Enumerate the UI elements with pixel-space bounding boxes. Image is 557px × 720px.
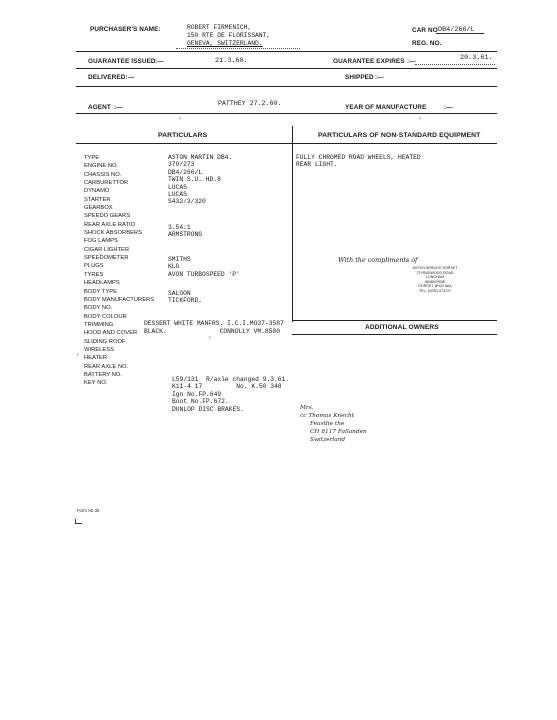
non-standard-heading: PARTICULARS OF NON-STANDARD EQUIPMENT xyxy=(318,132,481,139)
label-rear-axle-no: REAR AXLE NO. xyxy=(84,363,129,370)
label-heater: HEATER xyxy=(84,355,108,362)
guarantee-expires-label: GUARANTEE EXPIRES xyxy=(333,58,405,65)
label-body-colour: BODY COLOUR xyxy=(84,313,127,320)
guarantee-issued-label: GUARANTEE ISSUED xyxy=(88,58,156,65)
scan-margin-mark: ' xyxy=(76,353,80,360)
label-trimming: TRIMMING xyxy=(84,321,114,328)
value-body-manufacturers: TICKFORD. xyxy=(168,297,203,305)
label-chassis-no: CHASSIS NO. xyxy=(84,171,122,178)
purchaser-dotted-line xyxy=(176,48,300,49)
label-tyres: TYRES xyxy=(84,271,104,278)
value-speedometer: SMITHS xyxy=(168,256,191,263)
particulars-notes xyxy=(172,376,289,413)
scan-mark-3: ' xyxy=(208,336,212,343)
value-gearbox: S432/3/320 xyxy=(168,198,206,206)
particulars-values-low xyxy=(168,256,240,278)
note-ignition-key: Ign No.FP.649 xyxy=(172,390,222,398)
header-rule-2 xyxy=(76,68,497,69)
car-no-value: DB4/266/L xyxy=(438,26,475,34)
value-plugs: KLG xyxy=(168,263,180,271)
label-speedo-gears: SPEEDO GEARS xyxy=(84,213,131,220)
reg-no-label: REG. NO. xyxy=(412,40,442,47)
label-hood-and-cover: HOOD AND COVER xyxy=(84,330,138,337)
owners-top-rule xyxy=(292,320,497,321)
car-no-underline xyxy=(436,33,484,34)
label-cigar-lighter: CIGAR LIGHTER xyxy=(84,246,130,253)
agent-value: PATTHEY 27.2.60. xyxy=(218,100,282,107)
value-dynamo: LUCAS xyxy=(168,183,187,191)
note-battery: K11-4 17 No. K.50 348 xyxy=(172,383,282,391)
column-divider xyxy=(292,126,293,322)
stamp-line-5: DORSET, BH22 8AA xyxy=(418,284,452,289)
purchaser-name-line-2: 150 RTE DE FLORISSANT, xyxy=(187,32,271,39)
particulars-values-top xyxy=(168,154,232,206)
label-shock-absorbers: SHOCK ABSORBERS xyxy=(84,230,142,237)
note-boot-key: Boot No.FP.672. xyxy=(172,398,229,406)
label-headlamps: HEADLAMPS xyxy=(84,280,120,287)
label-dynamo: DYNAMO xyxy=(84,188,110,195)
owner-line-1: cc Thomas Knecht xyxy=(300,413,355,419)
owner-line-2: Feastlie the xyxy=(310,421,345,427)
non-standard-line-2: REAR LIGHT. xyxy=(296,161,338,169)
owners-bottom-rule xyxy=(292,334,497,335)
label-type: TYPE xyxy=(84,155,100,161)
scan-mark-2: ' xyxy=(418,117,422,124)
purchaser-name-label: PURCHASER'S NAME: xyxy=(90,26,161,33)
label-speedometer: SPEEDOMETER xyxy=(84,255,129,262)
owner-handwritten-block xyxy=(300,412,367,444)
expires-dotted-line xyxy=(415,64,495,65)
delivered-dash: — xyxy=(128,74,135,81)
label-engine-no: ENGINE NO. xyxy=(84,163,119,170)
label-sliding-roof: SLIDING ROOF xyxy=(84,338,126,345)
label-rear-axle-ratio: REAR AXLE RATIO xyxy=(84,221,136,228)
guarantee-expires-dash: :— xyxy=(407,58,416,65)
agent-dash: :— xyxy=(114,104,123,111)
non-standard-lines xyxy=(296,154,421,169)
particulars-labels xyxy=(84,154,180,388)
label-carburettor: CARBURETTOR xyxy=(84,180,129,187)
label-body-manufacturers: BODY MANUFACTURERS xyxy=(84,296,155,303)
year-dash: :— xyxy=(444,104,453,111)
shipped-dash: :— xyxy=(375,74,384,81)
label-starter: STARTER xyxy=(84,196,111,203)
value-body-colour-line-1: DESSERT WHITE MANFRS. I.C.I.MO37-3587 xyxy=(144,320,284,327)
year-of-manufacture-label: YEAR OF MANUFACTURE xyxy=(345,104,427,111)
particulars-heading: PARTICULARS xyxy=(158,132,208,139)
compliments-slip: With the compliments of xyxy=(338,256,418,264)
particulars-values-mid xyxy=(168,224,202,239)
header-rule-1 xyxy=(76,51,497,52)
guarantee-issued-dash: :— xyxy=(155,58,164,65)
stamp-line-1: ASTON SERVICE DORSET xyxy=(412,266,458,270)
value-body-type: SALOON xyxy=(168,290,191,297)
guarantee-issued-value: 21.3.60. xyxy=(215,57,248,65)
label-fog-lamps: FOG LAMPS xyxy=(84,238,118,245)
purchaser-name-line-3: GENEVA, SWITZERLAND. xyxy=(187,40,263,47)
stamp-line-3: LONGHAM xyxy=(425,275,445,280)
car-no-label: CAR NO xyxy=(412,27,438,34)
label-body-type: BODY TYPE xyxy=(84,288,117,295)
guarantee-expires-value: 20.3.61. xyxy=(460,54,493,62)
agent-label: AGENT xyxy=(88,104,111,111)
value-body-colour-line-2: BLACK. CONNOLLY VM.8500 xyxy=(144,328,281,335)
owner-prefix: Mrs. xyxy=(300,405,314,411)
value-engine-no: 370/273 xyxy=(168,161,195,169)
value-shock-absorbers: ARMSTRONG xyxy=(168,231,203,239)
non-standard-line-1: FULLY CHROMED ROAD WHEELS, HEATED xyxy=(296,154,421,161)
label-plugs: PLUGS xyxy=(84,263,104,270)
purchaser-name-line-1: ROBERT FIRMENICH, xyxy=(187,24,252,31)
owner-line-3: CH 8117 Fallanden xyxy=(310,429,367,435)
label-body-no: BODY NO. xyxy=(84,305,113,312)
section-rule xyxy=(76,143,497,144)
form-number: Form AD 35 xyxy=(77,508,100,513)
value-starter: LUCAS xyxy=(168,191,187,199)
stamp-line-2: 73 RINGWOOD ROAD xyxy=(416,270,454,275)
label-key-no: KEY NO. xyxy=(84,380,108,387)
note-disc-brakes: DUNLOP DISC BRAKES. xyxy=(172,405,244,413)
header-rule-4 xyxy=(76,113,497,114)
header-rule-3 xyxy=(76,86,497,87)
delivered-label: DELIVERED: xyxy=(88,74,128,81)
scan-mark-1: ' xyxy=(178,117,182,124)
shipped-label: SHIPPED xyxy=(345,74,374,81)
label-wireless: WIRELESS xyxy=(84,346,114,353)
value-rear-axle-ratio: 3.54:1 xyxy=(168,224,191,231)
additional-owners-heading: ADDITIONAL OWNERS xyxy=(365,324,439,331)
stamp-line-4: WIMBORNE xyxy=(424,279,446,284)
owner-line-4: Switzerland xyxy=(310,437,346,443)
value-type: ASTON MARTIN DB4. xyxy=(168,154,233,161)
value-tyres: AVON TURBOSPEED 'P' xyxy=(168,270,240,278)
label-battery-no: BATTERY NO. xyxy=(84,371,123,378)
value-carburettor: TWIN S.U. HD.8 xyxy=(168,176,221,184)
dealer-stamp xyxy=(400,266,470,294)
value-chassis-no: DB4/266/L xyxy=(168,168,203,176)
footer-corner-mark xyxy=(75,519,82,524)
note-rear-axle-changed: L59/131 R/axle changed 9.3.61. xyxy=(172,376,290,383)
stamp-line-6: TEL: (0202) 574727 xyxy=(419,288,451,293)
label-gearbox: GEARBOX xyxy=(84,205,113,212)
particulars-values-body xyxy=(168,290,202,305)
